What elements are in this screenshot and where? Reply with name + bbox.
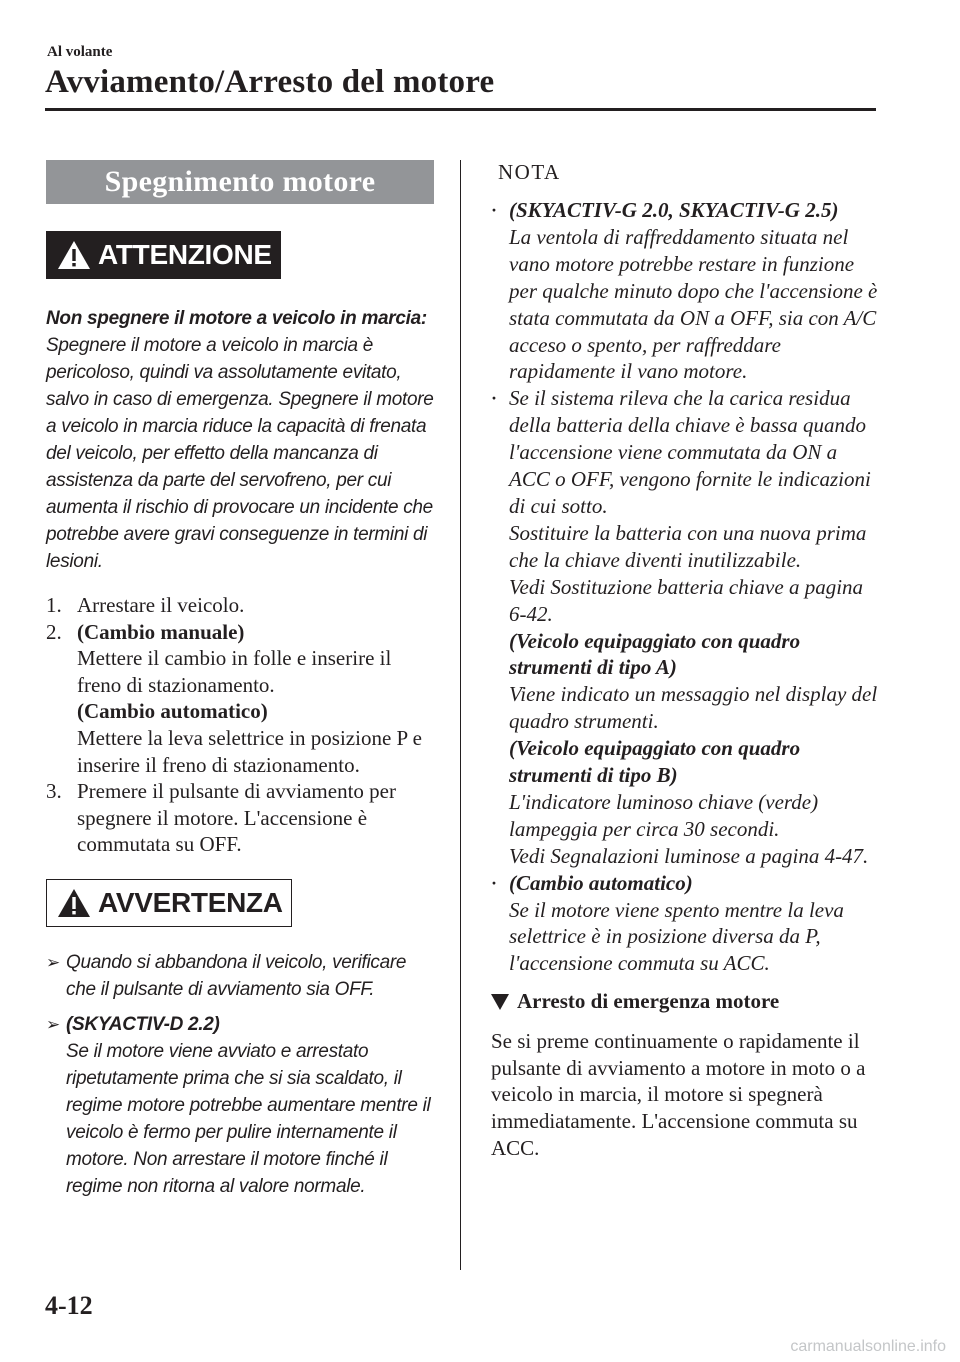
note-text: Vedi Sostituzione batteria chiave a pagina 6-42. [509, 574, 864, 626]
step-subheading: (Cambio automatico) [77, 699, 268, 724]
caution-content [46, 305, 434, 575]
step-item [46, 592, 434, 619]
dot-bullet-icon: · [491, 200, 498, 220]
note-item [491, 385, 881, 869]
warning-item [46, 1011, 434, 1200]
step-text: Mettere il cambio in folle e inserire il freno di stazionamento. [77, 646, 392, 697]
note-text: Sostituire la batteria con una nuova prima che la chiave diventi inutilizzabile. [509, 520, 867, 572]
page-title: Avviamento/Arresto del motore [45, 64, 495, 100]
note-text: Vedi Segnalazioni luminose a pagina 4-47. [509, 843, 869, 868]
emergency-text: Se si preme continuamente o rapidamente il pulsante di avviamento a motore in moto o a veicolo in marcia, il motore si spegnerà immediatamente. L'accensione commuta su ACC. [491, 1029, 866, 1160]
emergency-heading [491, 989, 881, 1014]
left-column [46, 160, 434, 1208]
dot-bullet-icon: · [491, 872, 498, 893]
warning-badge [46, 879, 292, 927]
header-section-label: Al volante [47, 44, 113, 60]
warning-text: Se il motore viene avviato e arrestato ripetutamente prima che si sia scaldato, il regime motore potrebbe aumentare mentre il veicolo è fermo per pulire internamente il motore. Non arrestare il motore finché il regime non ritorna al valore normale. [66, 1040, 431, 1197]
note-item [491, 870, 881, 978]
watermark: carmanualsonline.info [790, 1338, 946, 1355]
caution-box [46, 231, 434, 279]
note-text: La ventola di raffreddamento situata nel vano motore potrebbe restare in funzione per qualche minuto dopo che l'accensione è stata commutata da ON a OFF, sia con A/C acceso o spento, per raffreddare rapidamente il vano motore. [509, 224, 878, 384]
warning-list [46, 949, 434, 1200]
note-item [491, 197, 881, 385]
step-text: Arrestare il veicolo. [77, 593, 245, 617]
step-number: 1. [46, 593, 62, 617]
caution-badge [46, 231, 281, 279]
note-text: Viene indicato un messaggio nel display del quadro strumenti. [509, 682, 878, 734]
note-text: Se il sistema rileva che la carica residua della batteria della chiave è bassa quando l'accensione viene commutata da ON a ACC o OFF, vengono fornite le indicazioni di cui sotto. [509, 386, 871, 518]
arrow-bullet-icon: ➢ [46, 952, 60, 972]
warning-item [46, 949, 434, 1003]
note-subheading: (Veicolo equipaggiato con quadro strumenti di tipo B) [509, 736, 801, 788]
note-subheading: (Veicolo equipaggiato con quadro strumenti di tipo A) [509, 628, 801, 680]
caution-body: Spegnere il motore a veicolo in marcia è pericoloso, quindi va assolutamente evitato, salvo in caso di emergenza. Spegnere il motore a veicolo in marcia riduce la capacità di frenata del veicolo, per effetto della mancanza di assistenza da parte del servofreno, per cui aumenta il rischio di provocare un incidente che potrebbe avere gravi conseguenze in termini di lesioni. [46, 335, 434, 572]
steps-list [46, 592, 434, 858]
note-text: Se il motore viene spento mentre la leva selettrice è in posizione diversa da P, l'accensione commuta su ACC. [509, 897, 844, 976]
step-subheading: (Cambio manuale) [77, 619, 245, 644]
step-number: 3. [46, 779, 62, 804]
note-subheading: (Cambio automatico) [509, 870, 693, 895]
step-number: 2. [46, 619, 62, 644]
step-item [46, 619, 434, 779]
right-column [491, 160, 881, 1161]
emergency-heading-text: Arresto di emergenza motore [517, 989, 780, 1014]
column-divider [460, 160, 461, 1270]
note-text: L'indicatore luminoso chiave (verde) lampeggia per circa 30 secondi. [509, 789, 819, 841]
warning-subheading: (SKYACTIV-D 2.2) [66, 1013, 220, 1035]
note-subheading: (SKYACTIV-G 2.0, SKYACTIV-G 2.5) [509, 198, 839, 222]
nota-label: NOTA [498, 160, 561, 184]
warning-triangle-icon [57, 240, 91, 270]
arrow-bullet-icon: ➢ [46, 1014, 60, 1034]
step-text: Premere il pulsante di avviamento per spegnere il motore. L'accensione è commutata su OFF. [77, 779, 396, 857]
step-text: Mettere la leva selettrice in posizione P e inserire il freno di stazionamento. [77, 725, 423, 777]
caution-heading: Non spegnere il motore a veicolo in marcia: [46, 308, 427, 329]
page-number: 4-12 [45, 1291, 93, 1320]
warning-text: Quando si abbandona il veicolo, verificare che il pulsante di avviamento sia OFF. [66, 951, 407, 1000]
warning-triangle-icon [57, 888, 91, 918]
note-list [491, 197, 881, 977]
triangle-down-icon [491, 994, 509, 1010]
step-item [46, 778, 434, 858]
header-rule [45, 108, 876, 111]
dot-bullet-icon: · [491, 388, 498, 409]
section-title-bar: Spegnimento motore [46, 160, 434, 204]
caution-label: ATTENZIONE [98, 239, 272, 270]
warning-label: AVVERTENZA [98, 886, 283, 918]
warning-box [46, 879, 434, 927]
